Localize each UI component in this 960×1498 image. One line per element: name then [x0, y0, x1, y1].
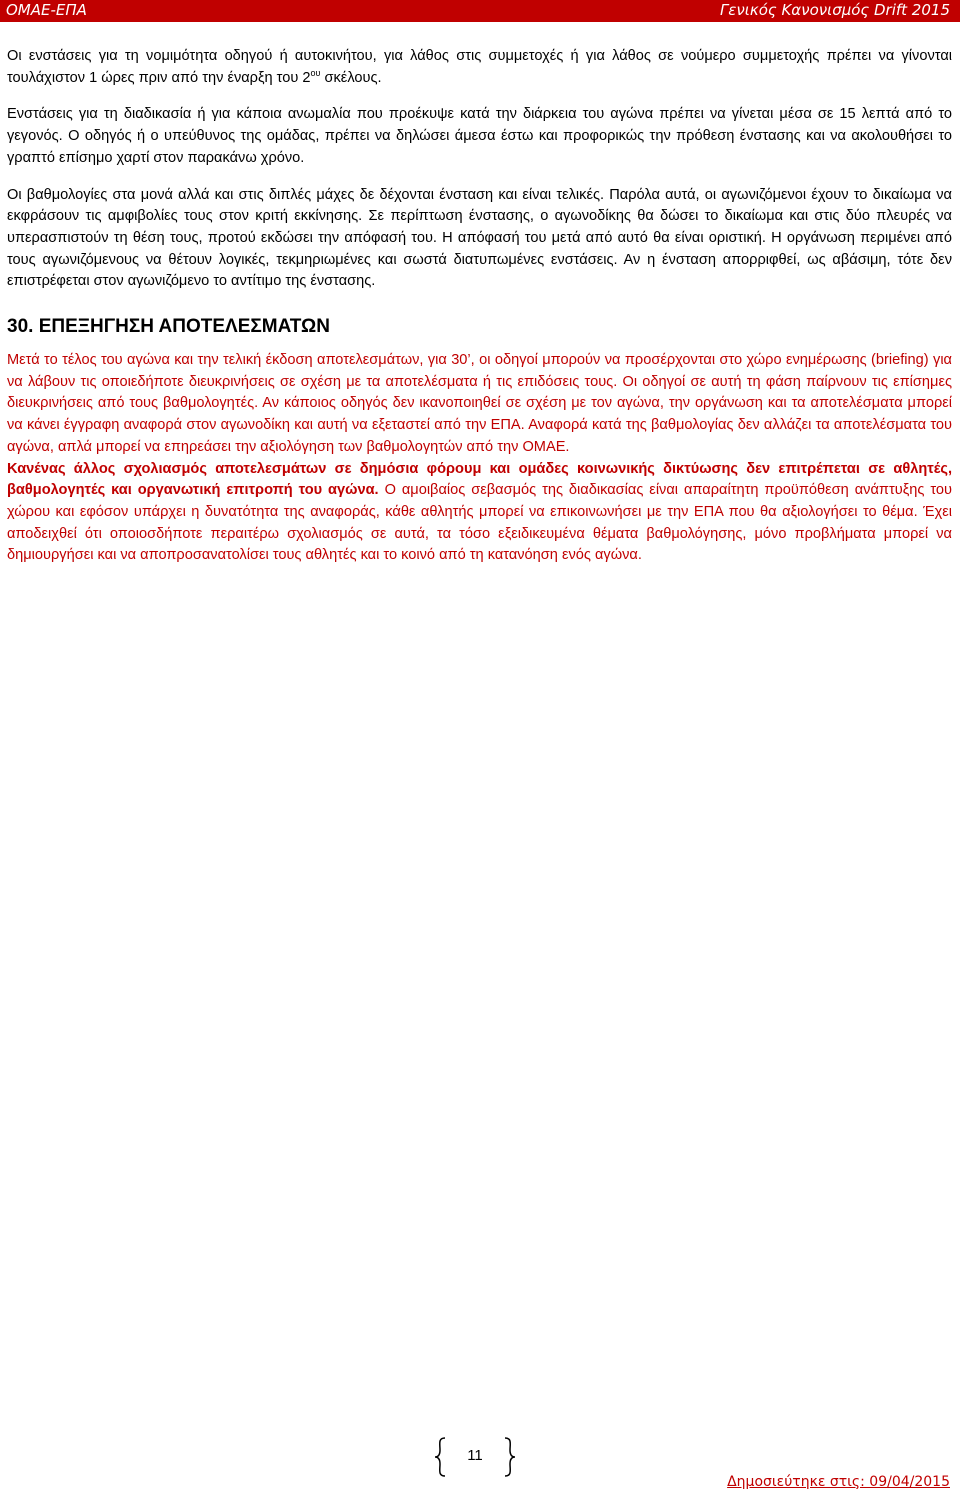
superscript-ordinal: ου — [310, 67, 321, 78]
paragraph-social-media-rule — [7, 459, 952, 568]
header-document-title: Γενικός Κανονισμός Drift 2015 — [719, 1, 950, 19]
paragraph-entry-protests — [7, 46, 952, 89]
page-number — [435, 1436, 515, 1478]
paragraph-procedure-protests: Ενστάσεις για τη διαδικασία ή για κάποια ανωμαλία που προέκυψε κατά την διάρκεια του αγώνα πρέπει να γίνεται μέσα σε 15 λεπτά από το γεγονός. Ο οδηγός ή ο υπεύθυνος της ομάδας, πρέπει να δηλώσει άμεσα έστω και προφορικώς την πρόθεση ένστασης και να ακολουθήσει το γραπτό επίσημο χαρτί στον παρακάνω χρόνο. — [7, 106, 952, 166]
page-number-value: 11 — [467, 1447, 483, 1464]
paragraph-results-briefing: Μετά το τέλος του αγώνα και την τελική έκδοση αποτελεσμάτων, για 30’, οι οδηγοί μπορούν να προσέρχονται στο χώρο ενημέρωσης (briefing) για να λάβουν τις οποιεδήποτε διευκρινήσεις σε σχέση με τα αποτελέσματα ή τις επιδόσεις τους. Οι οδηγοί σε αυτή τη φάση παίρνουν τις επίσημες διευκρινήσεις από τους βαθμολογητές. Αν κάποιος οδηγός δεν ικανοποιηθεί σε σχέση με τον αγώνα, την οργάνωση και τα αποτελέσματα μπορεί να κάνει έγγραφη αναφορά στον αγωνοδίκη και αυτή να εξεταστεί από την ΕΠΑ. Αναφορά κατά της βαθμολογίας δεν αλλάζει τα αποτελέσματα του αγώνα, απλά μπορεί να επηρεάσει την αξιολόγηση των βαθμολογητών από την ΟΜΑΕ. — [7, 352, 952, 455]
paragraph-text: σκέλους. — [320, 69, 382, 86]
document-body — [7, 46, 952, 567]
header-org: ΟΜΑΕ-ΕΠΑ — [6, 1, 87, 19]
paragraph-scoring-protests: Οι βαθμολογίες στα μονά αλλά και στις διπλές μάχες δε δέχονται ένσταση και είναι τελικές. Παρόλα αυτά, οι αγωνιζόμενοι έχουν το δικαίωμα να εκφράσουν τις αμφιβολίες τους στον κριτή εκκίνησης. Σε περίπτωση ένστασης, ο αγωνοδίκης θα δώσει το δικαίωμα και στις δύο πλευρές να υπερασπιστούν τη θέση τους, προτού εκδώσει την απόφασή του. Η απόφασή του μετά από αυτό θα είναι οριστική. Η οργάνωση περιμένει από τους αγωνιζόμενους να θέτουν λογικές, τεκμηριωμένες και σωστά διατυπωμένες ενστάσεις. Αν η ένσταση απορριφθεί, ως αβάσιμη, τότε δεν επιστρέφεται στον αγωνιζόμενο το αντίτιμο της ένστασης. — [7, 186, 952, 290]
page-header — [0, 0, 960, 22]
bold-rule-text: Κανένας άλλος σχολιασμός αποτελεσμάτων σε δημόσια φόρουμ και ομάδες κοινωνικής δικτύωσης δεν επιτρέπεται σε αθλητές, βαθμολογητές και οργανωτική επιτροπή του αγώνα. — [7, 460, 952, 499]
paragraph-text: Ο αμοιβαίος σεβασμός της διαδικασίας είναι απαραίτητη προϋπόθεση ανάπτυξης του χώρου και εφόσον υπάρχει η δυνατότητα της αναφοράς, κάθε αθλητής μπορεί να επικοινωνήσει με την ΕΠΑ που θα αξιολογήσει το θέμα. Έχει αποδειχθεί ότι οποιοσδήποτε περαιτέρω σχολιασμός σε αυτά, τα τόσο εξειδικευμένα θέματα βαθμολόγησης, μόνο προβλήματα μπορεί να δημιουργήσει και να αποπροσανατολίσει τους αθλητές και το κοινό από τη κατανόηση ενός αγώνα. — [7, 482, 952, 564]
section-heading: 30. ΕΠΕΞΗΓΗΣΗ ΑΠΟΤΕΛΕΣΜΑΤΩΝ — [7, 316, 330, 338]
publication-date: Δημοσιεύτηκε στις: 09/04/2015 — [727, 1474, 950, 1490]
paragraph-text: Οι ενστάσεις για τη νομιμότητα οδηγού ή αυτοκινήτου, για λάθος στις συμμετοχές ή για λάθος σε νούμερο συμμετοχής πρέπει να γίνονται τουλάχιστον 1 ώρες πριν από την έναρξη του 2 — [7, 48, 952, 86]
